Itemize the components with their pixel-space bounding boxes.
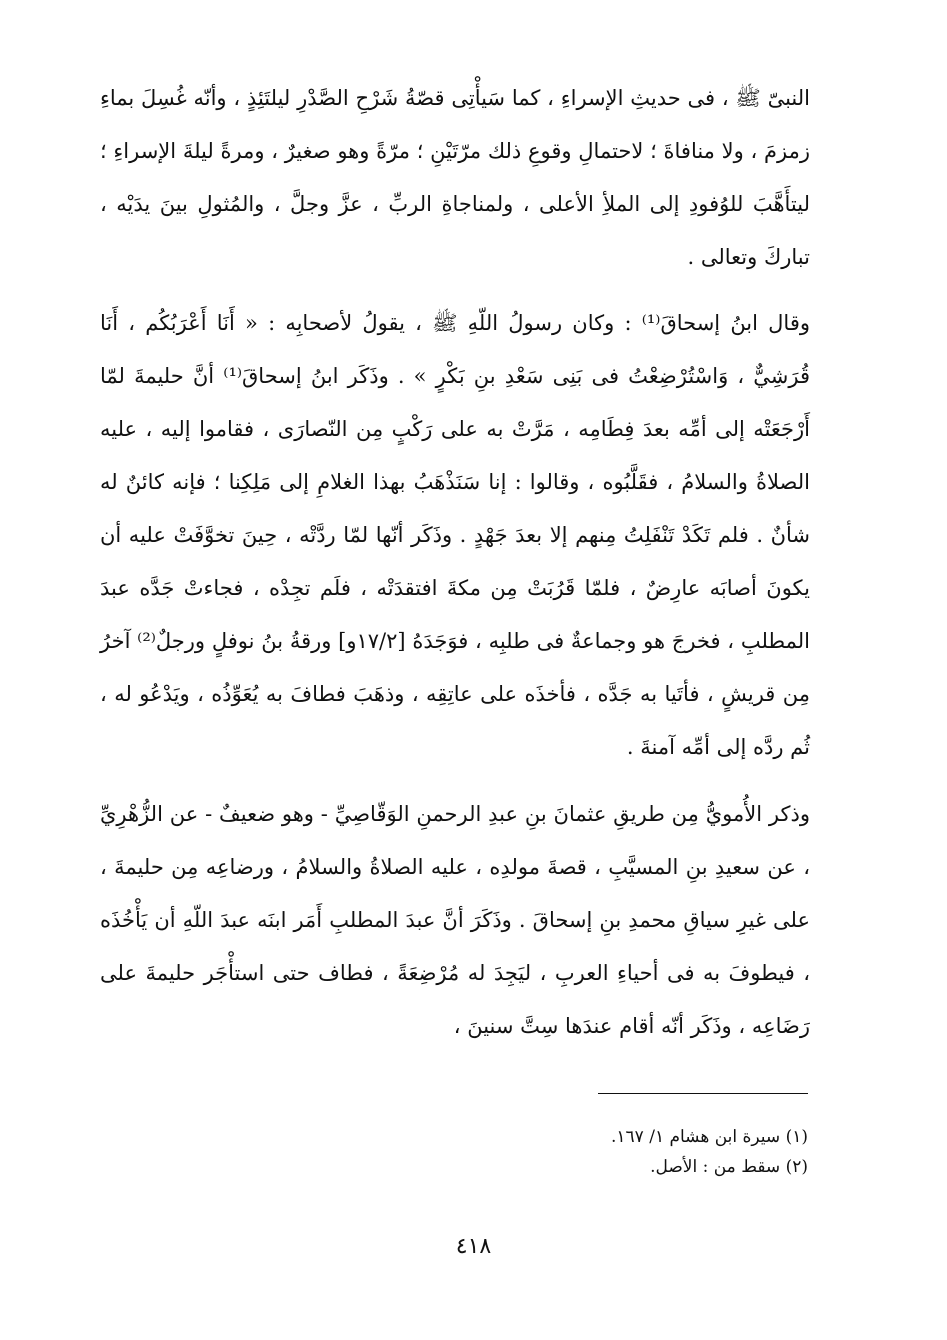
paragraph-3: وذكر الأُمويُّ مِن طريقِ عثمانَ بنِ عبدِ الرحمنِ الوَقّاصِيِّ - وهو ضعيفٌ - عن الزُّهْرِيِّ ، عن سعيدِ بنِ المسيَّبِ ، قصةَ مولدِه ، عليه الصلاةُ والسلامُ ، ورضاعِه مِن حليمةَ ، على غيرِ سياقِ محمدِ بنِ إسحاقَ . وذَكَرَ أنَّ عبدَ المطلبِ أَمَر ابنَه عبدَ اللّهِ أن يَأْخُذَه ، فيطوفَ به فى أحياءِ العربِ ، ليَجِدَ له مُرْضِعَةً ، فطاف حتى استأْجَر حليمةَ على رَضَاعِه ، وذَكَر أنّه أقام عندَها سِتَّ سنينَ ،: [100, 802, 810, 1038]
footnote-2: (٢) سقط من : الأصل.: [650, 1157, 808, 1177]
footnote-divider: [598, 1093, 808, 1094]
page-number: ٤١٨: [455, 1234, 492, 1259]
footnotes: [500, 1122, 808, 1182]
paragraph-1: النبىّ ﷺ ، فى حديثِ الإسراءِ ، كما سَيأْتِى قصّةُ شَرْحِ الصَّدْرِ ليلتَئِذٍ ، وأنّه غُسِلَ بماءِ زمزمَ ، ولا منافاةَ ؛ لاحتمالِ وقوعِ ذلك مرّتَيْنِ ؛ مرّةً وهو صغيرٌ ، ومرةً ليلةَ الإسراءِ ؛ ليتأَهَّبَ للوُفودِ إلى الملأِ الأعلى ، ولمناجاةِ الربِّ ، عزَّ وجلَّ ، والمُثولِ بينَ يدَيْه ، تباركَ وتعالى .: [100, 86, 810, 269]
paragraph-2: وقال ابنُ إسحاقَ⁽¹⁾ : وكان رسولُ اللّهِ ﷺ ، يقولُ لأصحابِه : « أَنَا أَعْرَبُكُم ، أَنَا قُرَشِيٌّ ، وَاسْتُرْضِعْتُ فى بَنِى سَعْدِ بنِ بَكْرٍ » . وذَكَر ابنُ إسحاقَ⁽¹⁾ أنَّ حليمةَ لمّا أَرْجَعَتْه إلى أمِّه بعدَ فِطَامِه ، مَرَّتْ به على رَكْبٍ مِن النّصارَى ، فقاموا إليه ، عليه الصلاةُ والسلامُ ، فقَلَّبُوه ، وقالوا : إنا سَنَذْهَبُ بهذا الغلامِ إلى مَلِكِنا ؛ فإنه كائنٌ له شأنٌ . فلم تَكَدْ تَنْفَلِتُ مِنهم إلا بعدَ جَهْدٍ . وذَكَر أنّها لمّا ردَّتْه ، حِينَ تخوَّفَتْ عليه أن يكونَ أصابَه عارِضٌ ، فلمّا قَرُبَتْ مِن مكةَ افتقدَتْه ، فلَم تجِدْه ، فجاءتْ جَدَّه عبدَ المطلبِ ، فخرجَ هو وجماعةٌ فى طلبِه ، فوَجَدَهُ [١٧/٢و] ورقةُ بنُ نوفلٍ ورجلٌ⁽²⁾ آخرُ مِن قريشٍ ، فأتَيا به جَدَّه ، فأخذَه على عاتِقِه ، وذهَبَ فطافَ به يُعَوِّذُه ، ويَدْعُو له ، ثُم ردَّه إلى أمِّه آمنةَ .: [100, 311, 811, 759]
footnote-1: (١) سيرة ابن هشام ١/ ١٦٧.: [610, 1127, 808, 1147]
